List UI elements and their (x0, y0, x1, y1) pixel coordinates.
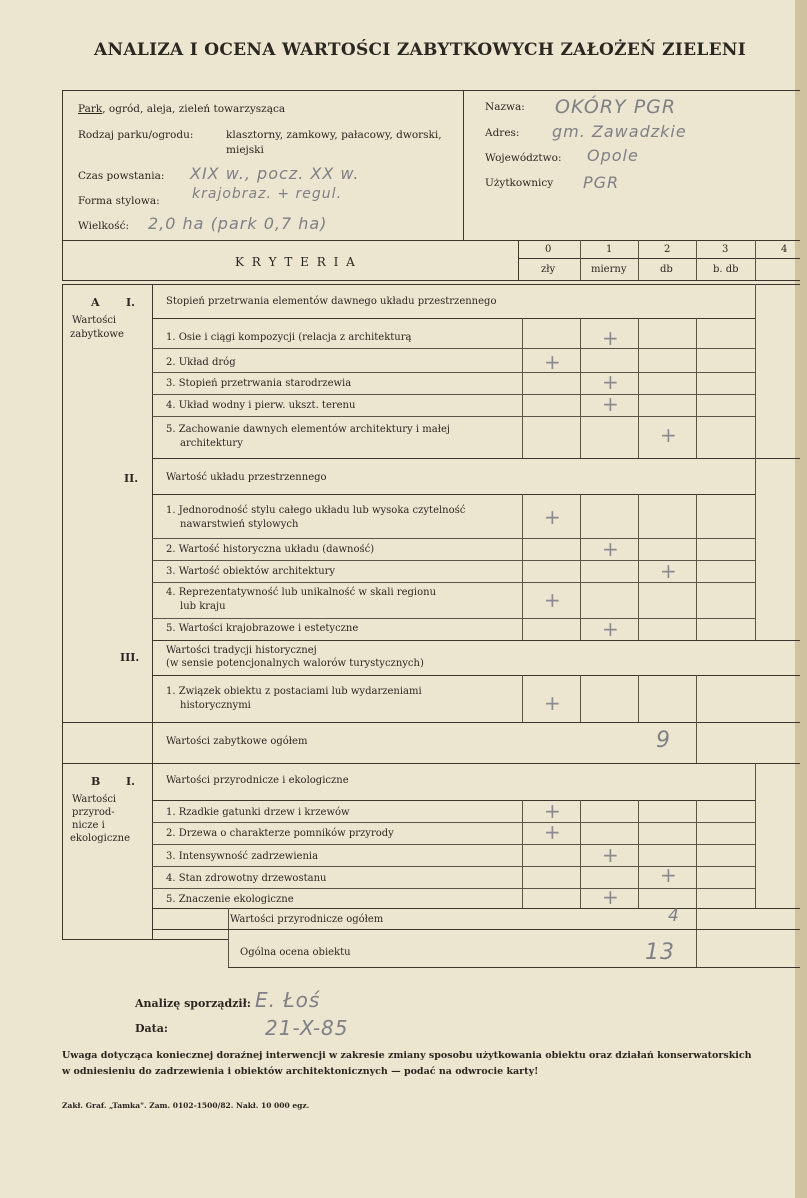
subsection-a3-1: Wartości tradycji historycznej (166, 645, 317, 656)
mark-n1: + (544, 799, 561, 823)
analiza-label: Analizę sporządził: (135, 997, 251, 1010)
row-a1-1: 1. Osie i ciągi kompozycji (relacja z architekturą (166, 332, 412, 343)
section-a-ii: II. (124, 472, 139, 485)
scale-num-1: 1 (606, 244, 613, 255)
row-a3-1a: 1. Związek obiektu z postaciami lub wydarzeniami (166, 686, 422, 697)
wojewodztwo-value: Opole (587, 146, 639, 165)
sum-b-value: 4 (668, 906, 680, 926)
row-a3-1b: historycznymi (180, 700, 251, 711)
mark-n4: + (660, 863, 677, 887)
kryteria-heading: K R Y T E R I A (235, 255, 357, 269)
uzytkownicy-label: Użytkownicy (485, 177, 554, 189)
imprint: Zakł. Graf. „Tamka". Zam. 0102-1500/82. Nakł. 10 000 egz. (62, 1101, 310, 1110)
section-b-title-3: nicze i (72, 820, 105, 831)
row-b-4: 4. Stan zdrowotny drzewostanu (166, 873, 327, 884)
adres-value: gm. Zawadzkie (552, 122, 687, 141)
row-a2-3: 3. Wartość obiektów architektury (166, 566, 336, 577)
subsection-b1: Wartości przyrodnicze i ekologiczne (166, 775, 349, 786)
section-a-roman: I. (126, 296, 135, 309)
section-b-title-4: ekologiczne (70, 833, 131, 844)
mark-q3: + (660, 559, 677, 583)
row-a1-2: 2. Układ dróg (166, 357, 236, 368)
forma-value: krajobraz. + regul. (192, 186, 343, 202)
subsection-a2: Wartość układu przestrzennego (166, 472, 327, 483)
rodzaj-options-2: miejski (226, 144, 264, 156)
mark-n2: + (544, 820, 561, 844)
sum-a-value: 9 (656, 728, 671, 753)
section-a-title-1: Wartości (72, 315, 117, 326)
row-a2-5: 5. Wartości krajobrazowe i estetyczne (166, 623, 359, 634)
uwaga-line-1: Uwaga dotycząca koniecznej doraźnej interwencji w zakresie zmiany sposobu użytkowania obiektu oraz działań konserwatorskich (62, 1050, 752, 1061)
adres-label: Adres: (485, 127, 520, 139)
wojewodztwo-label: Województwo: (485, 152, 562, 164)
section-b-title-1: Wartości (72, 794, 117, 805)
scale-num-0: 0 (545, 244, 552, 255)
section-a-letter: A (91, 296, 100, 309)
row-a1-5b: architektury (180, 438, 243, 449)
uwaga-line-2: w odniesieniu do zadrzewienia i obiektów architektonicznych — podać na odwrocie karty! (62, 1066, 539, 1077)
section-a-title-2: zabytkowe (70, 329, 124, 340)
mark-q1: + (544, 505, 561, 529)
row-a2-1b: nawarstwień stylowych (180, 519, 299, 530)
sum-a-label: Wartości zabytkowe ogółem (166, 736, 308, 747)
total-value: 13 (645, 940, 675, 965)
mark-t1: + (544, 691, 561, 715)
scale-num-4: 4 (781, 244, 788, 255)
row-a1-4: 4. Układ wodny i pierw. ukszt. terenu (166, 400, 356, 411)
paper-edge (795, 0, 807, 1198)
mark-n5: + (602, 885, 619, 909)
mark-q4: + (544, 588, 561, 612)
row-a2-4b: lub kraju (180, 601, 226, 612)
total-label: Ogólna ocena obiektu (240, 947, 351, 958)
mark-n3: + (602, 843, 619, 867)
wielkosc-value: 2,0 ha (park 0,7 ha) (148, 214, 328, 233)
subsection-a3-2: (w sensie potencjonalnych walorów turystycznych) (166, 658, 424, 669)
row-a1-5a: 5. Zachowanie dawnych elementów architektury i małej (166, 424, 450, 435)
row-a1-3: 3. Stopień przetrwania starodrzewia (166, 378, 352, 389)
rodzaj-label: Rodzaj parku/ogrodu: (78, 129, 194, 141)
sum-b-label: Wartości przyrodnicze ogółem (230, 914, 384, 925)
forma-label: Forma stylowa: (78, 195, 160, 207)
row-a2-2: 2. Wartość historyczna układu (dawność) (166, 544, 375, 555)
mark-r3: + (602, 370, 619, 394)
data-label: Data: (135, 1022, 168, 1035)
row-b-1: 1. Rzadkie gatunki drzew i krzewów (166, 807, 350, 818)
mark-q5: + (602, 617, 619, 641)
data-value: 21-X-85 (265, 1016, 349, 1040)
scale-num-3: 3 (722, 244, 729, 255)
scale-word-0: zły (541, 264, 556, 275)
czas-value: XIX w., pocz. XX w. (190, 164, 360, 183)
mark-r4: + (602, 392, 619, 416)
park-type-selected: Park (78, 103, 103, 115)
section-b-letter: B (91, 775, 101, 788)
row-b-5: 5. Znaczenie ekologiczne (166, 894, 294, 905)
nazwa-label: Nazwa: (485, 101, 525, 113)
mark-q2: + (602, 537, 619, 561)
park-type-options: , ogród, aleja, zieleń towarzysząca (102, 103, 286, 115)
analiza-signature: E. Łoś (255, 988, 321, 1012)
mark-r5: + (660, 423, 677, 447)
subsection-a1: Stopień przetrwania elementów dawnego układu przestrzennego (166, 296, 497, 307)
scale-word-3: b. db (713, 264, 739, 275)
rodzaj-options-1: klasztorny, zamkowy, pałacowy, dworski, (226, 129, 442, 141)
section-b-roman: I. (126, 775, 135, 788)
scale-num-2: 2 (664, 244, 671, 255)
form-title: ANALIZA I OCENA WARTOŚCI ZABYTKOWYCH ZAŁOŻEŃ ZIELENI (94, 40, 746, 60)
mark-r1: + (602, 326, 619, 350)
row-a2-4a: 4. Reprezentatywność lub unikalność w skali regionu (166, 587, 437, 598)
czas-label: Czas powstania: (78, 170, 165, 182)
scale-word-2: db (660, 264, 673, 275)
row-b-3: 3. Intensywność zadrzewienia (166, 851, 319, 862)
mark-r2: + (544, 350, 561, 374)
uzytkownicy-value: PGR (583, 173, 620, 192)
park-type-line (78, 103, 285, 115)
nazwa-value: OKÓRY PGR (555, 96, 677, 118)
section-a-iii: III. (120, 651, 140, 664)
row-b-2: 2. Drzewa o charakterze pomników przyrody (166, 828, 394, 839)
wielkosc-label: Wielkość: (78, 220, 130, 232)
scale-word-1: mierny (591, 264, 627, 275)
section-b-title-2: przyrod- (72, 807, 115, 818)
row-a2-1a: 1. Jednorodność stylu całego układu lub wysoka czytelność (166, 505, 466, 516)
